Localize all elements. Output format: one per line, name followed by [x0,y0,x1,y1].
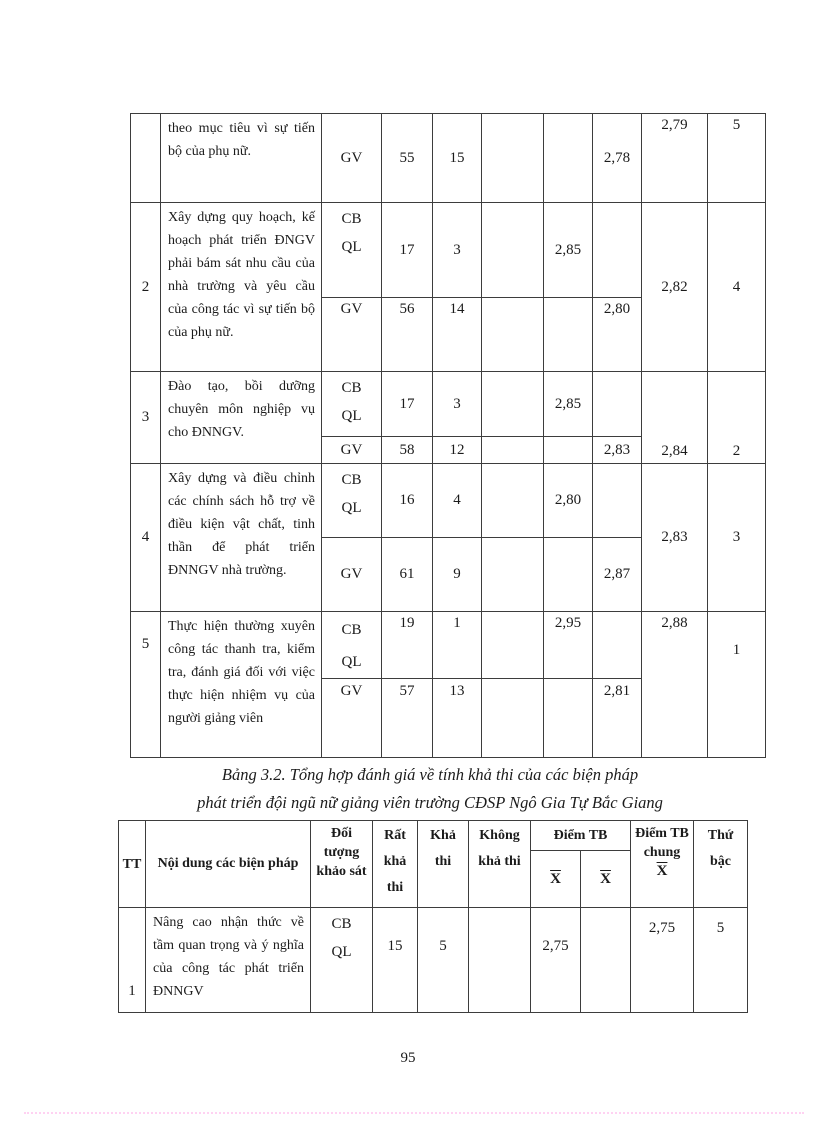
very-feasible-cell: 17 [382,203,433,298]
rank-cell: 2 [708,372,766,464]
header-mean-cbql [531,851,581,908]
content-cell: Xây dựng và điều chỉnh các chính sách hỗ trợ về điều kiện vật chất, tinh thần để phát triển ĐNNGV nhà trường. [161,464,322,612]
tt-cell [131,114,161,203]
rank-cell: 4 [708,203,766,372]
table-row [131,114,766,203]
feasible-cell: 1 [433,612,482,679]
very-feasible-cell: 19 [382,612,433,679]
content-cell: Nâng cao nhận thức về tầm quan trọng và ý nghĩa của công tác phát triển ĐNNGV [146,908,311,1013]
mean-cbql-cell [544,114,593,203]
table-row [131,372,766,437]
not-feasible-cell [482,612,544,679]
mean-overall-cell: 2,82 [642,203,708,372]
feasible-cell: 13 [433,679,482,758]
subject-cell: CB QL [322,372,382,437]
subject-cell: GV [322,538,382,612]
tt-cell: 1 [119,908,146,1013]
mean-cbql-cell: 2,75 [531,908,581,1013]
table-caption [40,761,816,817]
mean-cbql-cell [544,538,593,612]
very-feasible-cell: 17 [382,372,433,437]
mean-overall-cell: 2,75 [631,908,694,1013]
table-header-row [119,821,748,851]
table-row [119,908,748,1013]
mean-gv-cell [581,908,631,1013]
mean-overall-cell: 2,83 [642,464,708,612]
rank-cell: 3 [708,464,766,612]
feasible-cell: 5 [418,908,469,1013]
mean-gv-cell: 2,87 [593,538,642,612]
mean-symbol: $\overline{X}$ [550,870,561,887]
header-kha-thi: Khả thi [418,821,469,908]
mean-symbol: $\overline{X}$ [600,870,611,887]
table-caption-line2: phát triển đội ngũ nữ giảng viên trường CĐSP Ngô Gia Tự Bắc Giang [197,793,663,812]
not-feasible-cell [482,679,544,758]
feasibility-table-continued [130,113,766,758]
header-diem-tb-chung-label: Điểm TB chung [635,826,689,860]
not-feasible-cell [482,437,544,464]
rank-cell: 5 [694,908,748,1013]
header-khong-kha-thi: Không khả thi [469,821,531,908]
mean-cbql-cell: 2,85 [544,203,593,298]
mean-cbql-cell [544,298,593,372]
header-diem-tb-chung [631,821,694,908]
subject-cell: CB QL [322,612,382,679]
rank-cell: 1 [708,612,766,758]
mean-cbql-cell [544,679,593,758]
content-cell: Đào tạo, bồi dưỡng chuyên môn nghiệp vụ cho ĐNNGV. [161,372,322,464]
page-number: 95 [400,1050,416,1066]
not-feasible-cell [482,372,544,437]
very-feasible-cell: 56 [382,298,433,372]
tt-cell: 2 [131,203,161,372]
feasibility-summary-table [118,820,748,1013]
mean-overall-cell: 2,88 [642,612,708,758]
tt-cell: 4 [131,464,161,612]
mean-cbql-cell: 2,85 [544,372,593,437]
mean-gv-cell: 2,81 [593,679,642,758]
feasible-cell: 12 [433,437,482,464]
mean-gv-cell [593,612,642,679]
not-feasible-cell [482,114,544,203]
mean-gv-cell [593,464,642,538]
feasible-cell: 3 [433,372,482,437]
mean-gv-cell [593,203,642,298]
mean-gv-cell: 2,78 [593,114,642,203]
header-thu-bac: Thứ bậc [694,821,748,908]
not-feasible-cell [482,464,544,538]
not-feasible-cell [482,298,544,372]
subject-cell: GV [322,679,382,758]
content-cell: Thực hiện thường xuyên công tác thanh tra, kiểm tra, đánh giá đối với việc thực hiện nhiệm vụ của người giảng viên [161,612,322,758]
subject-cell: GV [322,437,382,464]
mean-cbql-cell: 2,95 [544,612,593,679]
very-feasible-cell: 55 [382,114,433,203]
feasible-cell: 9 [433,538,482,612]
very-feasible-cell: 16 [382,464,433,538]
mean-cbql-cell: 2,80 [544,464,593,538]
mean-symbol: $\overline{X}$ [656,863,668,879]
very-feasible-cell: 58 [382,437,433,464]
header-tt: TT [119,821,146,908]
header-diem-tb: Điểm TB [531,821,631,851]
table-row [131,612,766,679]
very-feasible-cell: 61 [382,538,433,612]
feasible-cell: 4 [433,464,482,538]
header-rat-kha-thi: Rất khả thi [373,821,418,908]
subject-cell: CB QL [322,464,382,538]
subject-cell: GV [322,298,382,372]
table-caption-line1: Bảng 3.2. Tổng hợp đánh giá về tính khả thi của các biện pháp [221,765,639,784]
mean-gv-cell: 2,80 [593,298,642,372]
header-mean-gv [581,851,631,908]
table-row [131,464,766,538]
mean-overall-cell: 2,79 [642,114,708,203]
very-feasible-cell: 15 [373,908,418,1013]
mean-gv-cell [593,372,642,437]
not-feasible-cell [482,203,544,298]
tt-cell: 5 [131,612,161,758]
header-doituong: Đối tượng khảo sát [311,821,373,908]
not-feasible-cell [482,538,544,612]
table-row [131,203,766,298]
very-feasible-cell: 57 [382,679,433,758]
mean-overall-cell: 2,84 [642,372,708,464]
mean-gv-cell: 2,83 [593,437,642,464]
feasible-cell: 3 [433,203,482,298]
rank-cell: 5 [708,114,766,203]
feasible-cell: 14 [433,298,482,372]
mean-cbql-cell [544,437,593,464]
page-footer-rule [24,1112,804,1114]
subject-cell: CB QL [311,908,373,1013]
content-cell: theo mục tiêu vì sự tiến bộ của phụ nữ. [161,114,322,203]
tt-cell: 3 [131,372,161,464]
feasible-cell: 15 [433,114,482,203]
not-feasible-cell [469,908,531,1013]
content-cell: Xây dựng quy hoạch, kế hoạch phát triển ĐNGV phải bám sát nhu cầu của nhà trường và yêu cầu của công tác vì sự tiến bộ của phụ nữ. [161,203,322,372]
subject-cell: CB QL [322,203,382,298]
header-noidung: Nội dung các biện pháp [146,821,311,908]
subject-cell: GV [322,114,382,203]
